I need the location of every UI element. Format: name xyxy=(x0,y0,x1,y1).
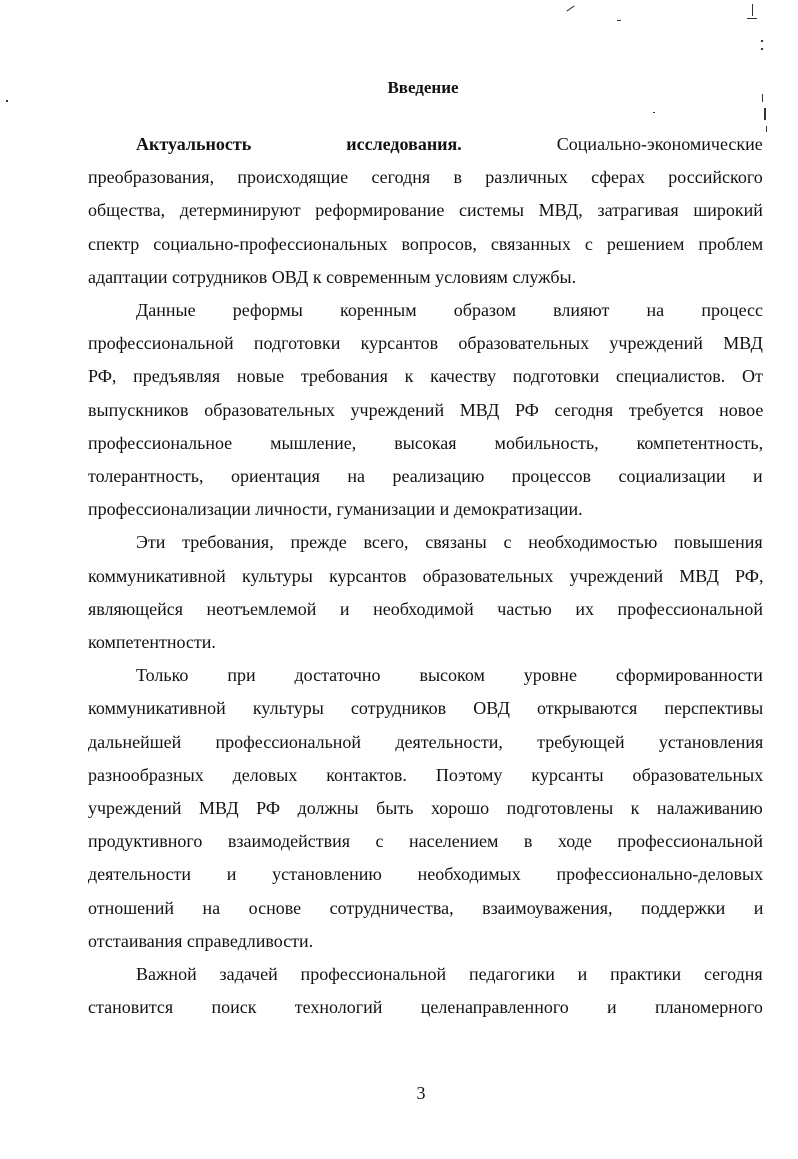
scan-speck xyxy=(653,112,655,113)
lead-bold-word: Актуальность xyxy=(136,134,252,154)
paragraph-line: Только при достаточно высоком уровне сформированности xyxy=(136,665,763,686)
paragraph-line: адаптации сотрудников ОВД к современным условиям службы. xyxy=(88,266,577,287)
lead-rest: Социально-экономические xyxy=(556,134,763,154)
scan-speck xyxy=(747,18,757,19)
paragraph-line: Данные реформы коренным образом влияют на процесс xyxy=(136,300,764,321)
paragraph-line: Важной задачей профессиональной педагогики и практики сегодня xyxy=(136,964,763,985)
scan-speck xyxy=(567,6,575,12)
paragraph-line: РФ, предъявляя новые требования к качеству подготовки специалистов. От xyxy=(88,366,763,387)
scan-speck xyxy=(6,100,8,102)
paragraph-1 xyxy=(88,128,763,294)
paragraph-line: толерантность, ориентация на реализацию процессов социализации и xyxy=(88,466,763,487)
scan-speck xyxy=(764,108,766,120)
paragraph-line: являющейся неотъемлемой и необходимой частью их профессиональной xyxy=(88,598,764,619)
paragraph-line: спектр социально-профессиональных вопросов, связанных с решением проблем xyxy=(88,233,764,254)
paragraph-2 xyxy=(88,294,763,526)
paragraph-line: учреждений МВД РФ должны быть хорошо подготовлены к налаживанию xyxy=(88,798,763,819)
paragraph-line: коммуникативной культуры сотрудников ОВД открываются перспективы xyxy=(88,698,764,719)
paragraph-line: отношений на основе сотрудничества, взаимоуважения, поддержки и xyxy=(88,897,764,918)
paragraph-line: деятельности и установлению необходимых профессионально-деловых xyxy=(88,864,764,885)
paragraph-line: разнообразных деловых контактов. Поэтому курсанты образовательных xyxy=(88,764,764,785)
scan-speck xyxy=(761,48,763,50)
paragraph-line: дальнейшей профессиональной деятельности, требующей установления xyxy=(88,731,764,752)
lead-bold-word: исследования. xyxy=(346,134,462,154)
document-body xyxy=(88,128,763,1024)
paragraph-line: профессиональной подготовки курсантов образовательных учреждений МВД xyxy=(88,333,763,354)
paragraph-line xyxy=(88,128,763,161)
paragraph-line: становится поиск технологий целенаправленного и планомерного xyxy=(88,997,763,1018)
paragraph-line: Эти требования, прежде всего, связаны с необходимостью повышения xyxy=(136,532,763,553)
paragraph-line: профессионализации личности, гуманизации и демократизации. xyxy=(88,499,583,520)
scan-speck xyxy=(761,40,763,42)
paragraph-line: выпускников образовательных учреждений МВД РФ сегодня требуется новое xyxy=(88,399,764,420)
paragraph-line: профессиональное мышление, высокая мобильность, компетентность, xyxy=(88,432,764,453)
paragraph-5 xyxy=(88,958,763,1024)
page-title: Введение xyxy=(387,78,459,97)
page-number: 3 xyxy=(416,1083,426,1103)
paragraph-line: общества, детерминируют реформирование системы МВД, затрагивая широкий xyxy=(88,200,763,221)
paragraph-line: отстаивания справедливости. xyxy=(88,930,314,951)
scan-speck xyxy=(766,126,767,132)
paragraph-4 xyxy=(88,659,763,958)
paragraph-line: коммуникативной культуры курсантов образовательных учреждений МВД РФ, xyxy=(88,565,764,586)
scan-speck xyxy=(617,20,621,21)
paragraph-line: преобразования, происходящие сегодня в различных сферах российского xyxy=(88,167,763,188)
paragraph-line: продуктивного взаимодействия с населением в ходе профессиональной xyxy=(88,831,763,852)
paragraph-line: компетентности. xyxy=(88,632,216,653)
scan-speck xyxy=(752,4,753,16)
paragraph-3 xyxy=(88,526,763,659)
